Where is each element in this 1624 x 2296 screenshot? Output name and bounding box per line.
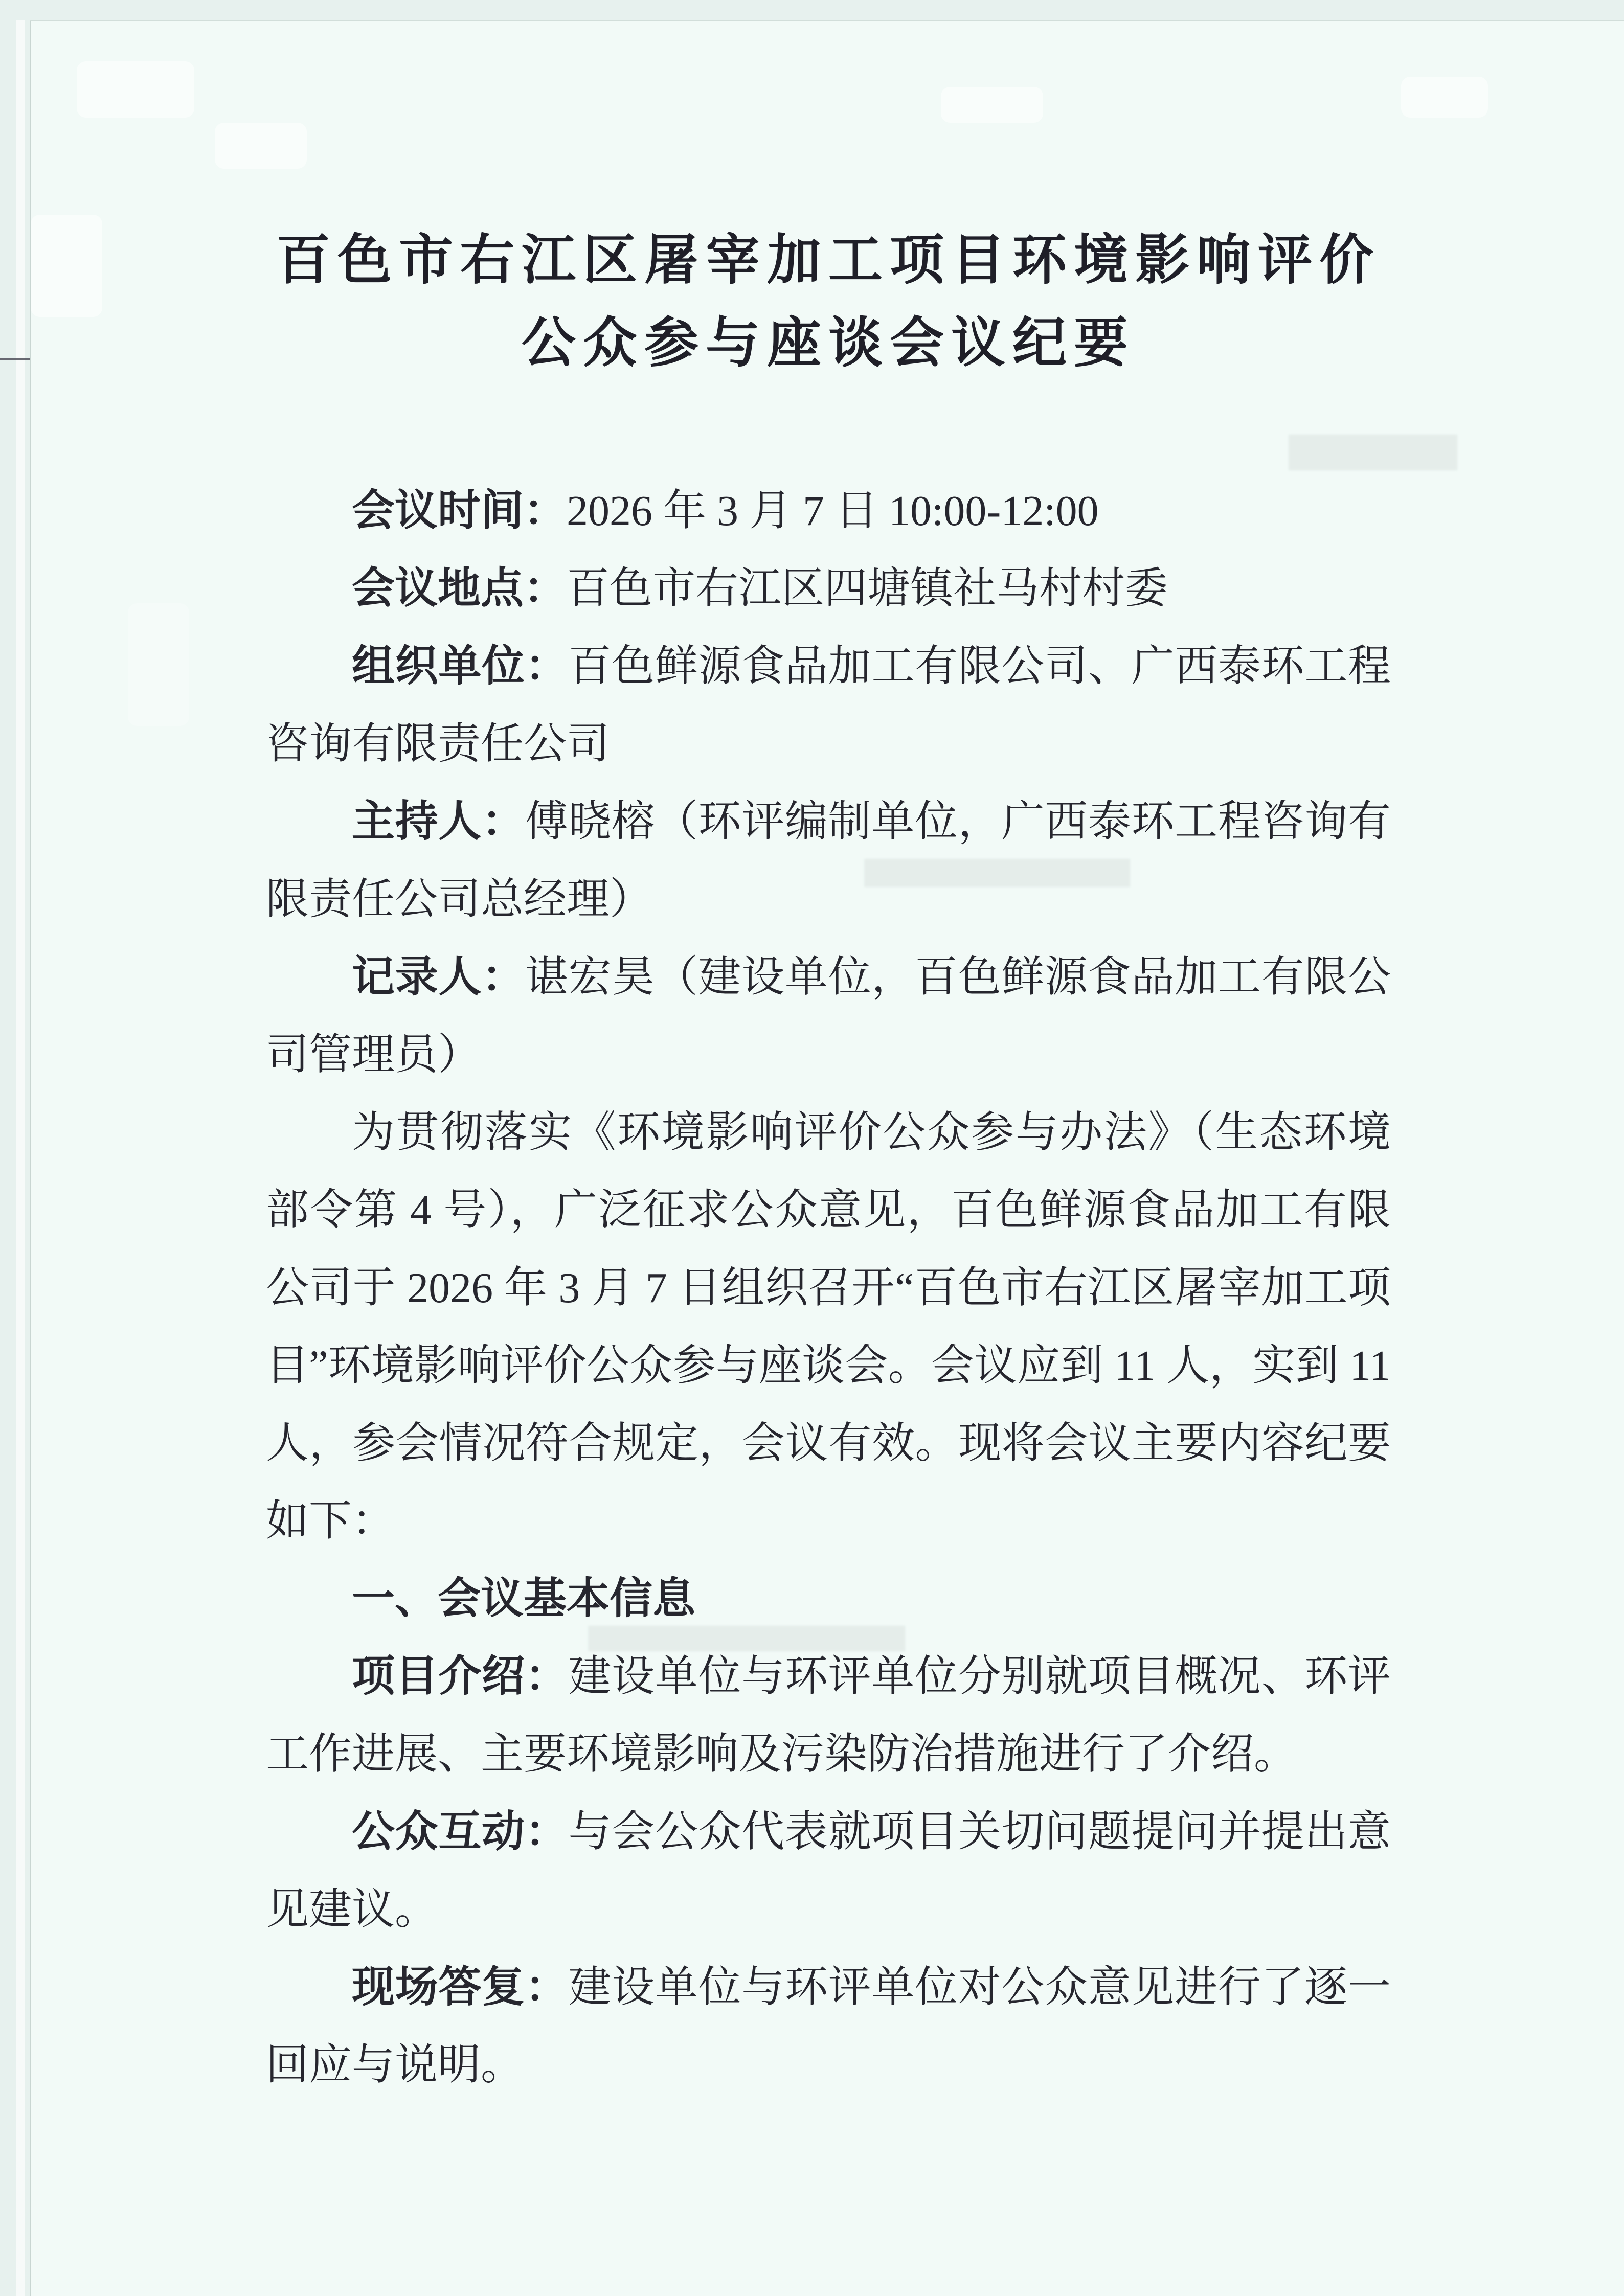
document-title [266,219,1391,385]
scan-artifact-blotch [1401,77,1488,118]
host-row [266,783,1391,939]
project-intro-value: 建设单位与环评单位分别就项目概况、环评工作进展、主要环境影响及污染防治措施进行了介绍。 [266,1653,1391,1778]
meeting-place-row [266,550,1391,628]
project-intro-label: 项目介绍： [352,1653,569,1700]
scan-artifact-blotch [77,61,194,118]
scan-artifact-vertical-streak [16,20,25,2296]
meeting-place-value: 百色市右江区四塘镇社马村村委 [567,565,1168,612]
meeting-time-row [266,472,1391,550]
scan-artifact-blotch [31,215,102,317]
section-heading-basic-info: 一、会议基本信息 [352,1575,696,1623]
public-interaction-value: 与会公众代表就项目关切问题提问并提出意见建议。 [266,1808,1391,1934]
recorder-label: 记录人： [352,953,525,1001]
recorder-row [266,939,1391,1094]
host-label: 主持人： [352,798,525,846]
page-title-line2: 公众参与座谈会议纪要 [522,313,1135,373]
host-value: 傅晓榕（环评编制单位，广西泰环工程咨询有限责任公司总经理） [266,798,1391,923]
meeting-time-value: 2026 年 3 月 7 日 10:00-12:00 [567,487,1099,535]
public-interaction-label: 公众互动： [352,1808,569,1856]
document-body [266,472,1391,2104]
intro-paragraph: 为贯彻落实《环境影响评价公众参与办法》（生态环境部令第 4 号），广泛征求公众意见，百色鲜源食品加工有限公司于 2026 年 3 月 7 日组织召开“百色市右江区屠宰加工项目”环境影响评价公众参与座谈会。会议应到 11 人，实到 11 人，参会情况符合规定，会议有效。现将会议主要内容纪要如下： [266,1109,1391,1545]
onsite-response-row [266,1949,1391,2104]
onsite-response-value: 建设单位与环评单位对公众意见进行了逐一回应与说明。 [266,1964,1391,2089]
project-intro-row [266,1638,1391,1793]
scan-artifact-blotch [215,123,307,169]
organizer-row [266,628,1391,783]
public-interaction-row [266,1793,1391,1949]
scan-artifact-dark-tick [0,358,30,360]
organizer-value: 百色鲜源食品加工有限公司、广西泰环工程咨询有限责任公司 [266,643,1391,768]
organizer-label: 组织单位： [352,643,569,690]
meeting-place-label: 会议地点： [352,565,567,612]
onsite-response-label: 现场答复： [352,1964,569,2011]
scan-artifact-blotch [941,87,1043,123]
recorder-value: 谌宏昊（建设单位，百色鲜源食品加工有限公司管理员） [266,953,1391,1079]
page-title-line1: 百色市右江区屠宰加工项目环境影响评价 [276,231,1381,290]
scan-artifact-blotch [128,603,189,726]
scan-artifact-ghost-text [1289,435,1457,470]
meeting-time-label: 会议时间： [352,487,567,535]
